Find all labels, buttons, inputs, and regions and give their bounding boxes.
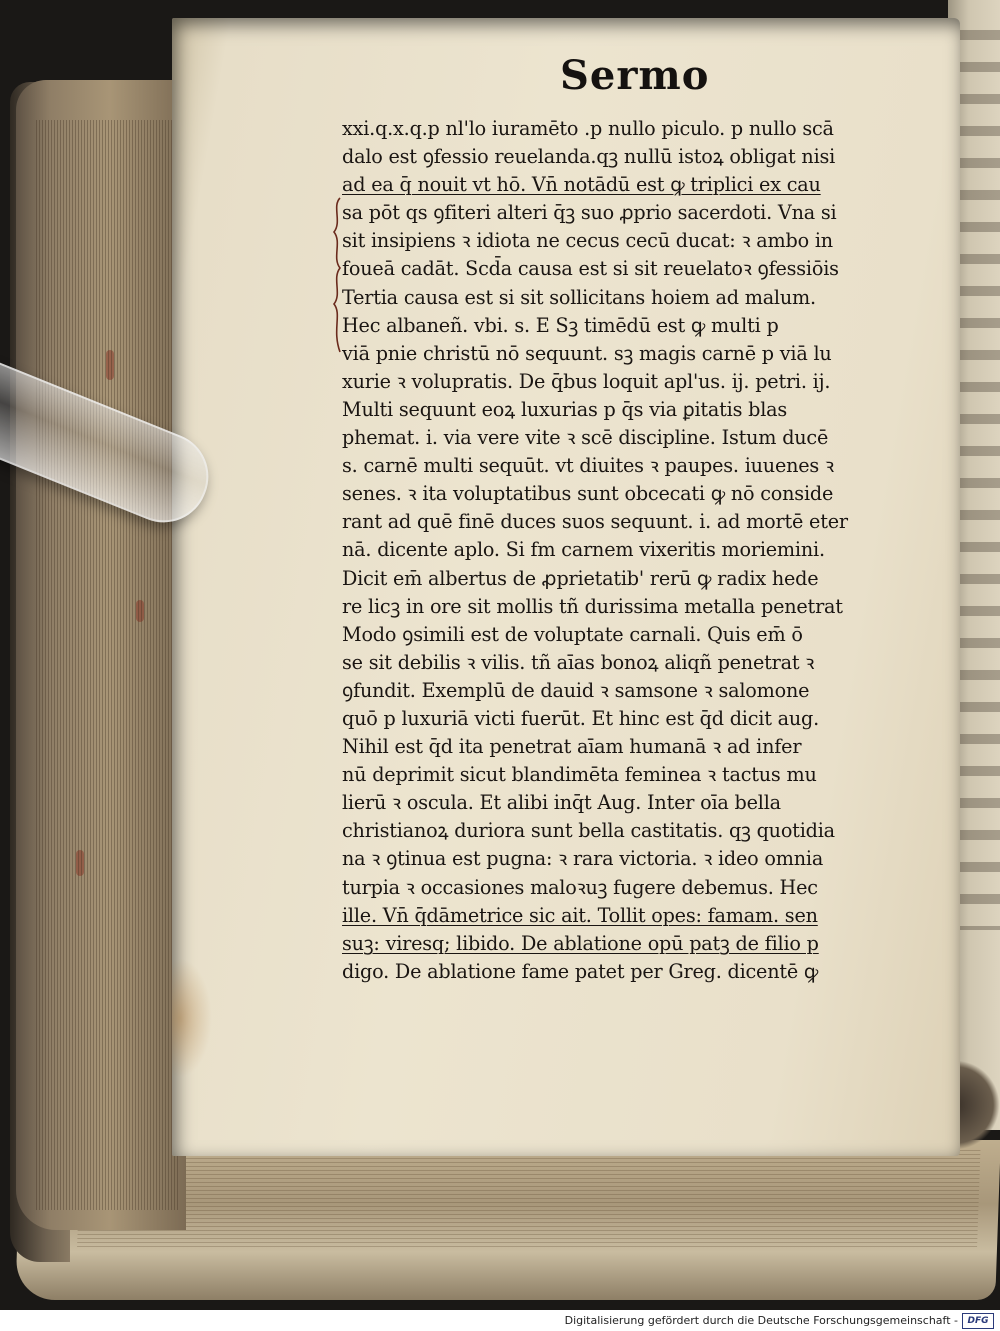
text-line: foueā cadāt. Scd̄a causa est si sit reuelatoꝛ ꝯfessiōis (342, 257, 839, 281)
text-line: s. carnē multi sequūt. vt diuites ꝛ paupes. iuuenes ꝛ (342, 454, 834, 478)
text-line: se sit debilis ꝛ vilis. tñ aīas bonoꝝ aliqñ penetrat ꝛ (342, 650, 815, 674)
red-edge-mark (136, 600, 144, 622)
text-line: xxi.q.x.q.p nl'lo iuramēto .p nullo piculo. p nullo scā (342, 117, 834, 140)
text-line: viā pnie christū nō sequunt. sꝫ magis carnē p viā lu (342, 341, 832, 365)
text-line: suꝫ: viresq; libido. De ablatione opū patꝫ de filio p (342, 931, 819, 955)
text-line: lierū ꝛ oscula. Et alibi inq̄t Aug. Inter oīa bella (342, 791, 781, 815)
text-line: nā. dicente aplo. Si fm carnem vixeritis moriemini. (342, 538, 825, 562)
running-head: Sermo (560, 52, 710, 99)
text-line: sa pōt qs ꝯfiteri alteri q̄ꝫ suo ꝓprio sacerdoti. Vna si (342, 201, 837, 225)
text-line: nū deprimit sicut blandimēta feminea ꝛ tactus mu (342, 763, 817, 787)
text-line: senes. ꝛ ita voluptatibus sunt obcecati ꝙ nō conside (342, 482, 834, 506)
text-line: Tertia causa est si sit sollicitans hoiem ad malum. (342, 285, 816, 309)
text-line: ad ea q̄ nouit vt hō. Vn̄ notādū est ꝙ triplici ex cau (342, 173, 821, 197)
text-line: na ꝛ ꝯtinua est pugna: ꝛ rara victoria. ꝛ ideo omnia (342, 847, 824, 871)
text-line: phemat. i. via vere vite ꝛ scē discipline. Istum ducē (342, 426, 829, 450)
text-line: sit insipiens ꝛ idiota ne cecus cecū ducat: ꝛ ambo in (342, 229, 833, 253)
text-line: xurie ꝛ volupratis. De q̄bus loquit apl'us. ij. petri. ij. (342, 369, 831, 393)
text-line: turpia ꝛ occasiones maloꝛuꝫ fugere debemus. Hec (342, 875, 818, 899)
text-line: Modo ꝯsimili est de voluptate carnali. Quis em̄ ō (342, 622, 803, 646)
text-line: Nihil est q̄d ita penetrat aīam humanā ꝛ ad infer (342, 735, 802, 759)
digitization-footer (0, 1310, 1000, 1331)
text-column (342, 115, 922, 986)
text-line: christianoꝝ duriora sunt bella castitatis. qꝫ quotidia (342, 819, 835, 843)
text-line: Hec albaneñ. vbi. s. E Sꝫ timēdū est ꝙ multi p (342, 313, 779, 337)
footer-credit: Digitalisierung gefördert durch die Deutsche Forschungsgemeinschaft - (564, 1314, 958, 1327)
text-line: Multi sequunt eoꝝ luxurias p q̄s via ꝑitatis blas (342, 397, 788, 421)
text-line: Dicit em̄ albertus de ꝓprietatib' rerū ꝙ radix hede (342, 566, 819, 590)
page-block-left-edge (16, 80, 186, 1230)
text-line: quō p luxuriā victi fuerūt. Et hinc est q̄d dicit aug. (342, 706, 819, 730)
dfg-logo: DFG (962, 1313, 994, 1329)
text-line: rant ad quē finē duces suos sequunt. i. ad mortē eter (342, 510, 848, 534)
facing-page-text-ghost (954, 30, 1000, 930)
text-line: ille. Vn̄ q̄dāmetrice sic ait. Tollit opes: famam. sen (342, 903, 818, 927)
text-line: ꝯfundit. Exemplū de dauid ꝛ samsone ꝛ salomone (342, 678, 810, 702)
text-line: dalo est ꝯfessio reuelanda.qꝫ nullū istoꝝ obligat nisi (342, 145, 836, 169)
red-edge-mark (76, 850, 84, 876)
text-line: re licꝫ in ore sit mollis tñ durissima metalla penetrat (342, 594, 843, 618)
text-line: digo. De ablatione fame patet per Greg. dicentē ꝙ (342, 959, 819, 983)
red-edge-mark (106, 350, 114, 380)
facing-page-curl (955, 1060, 1000, 1150)
